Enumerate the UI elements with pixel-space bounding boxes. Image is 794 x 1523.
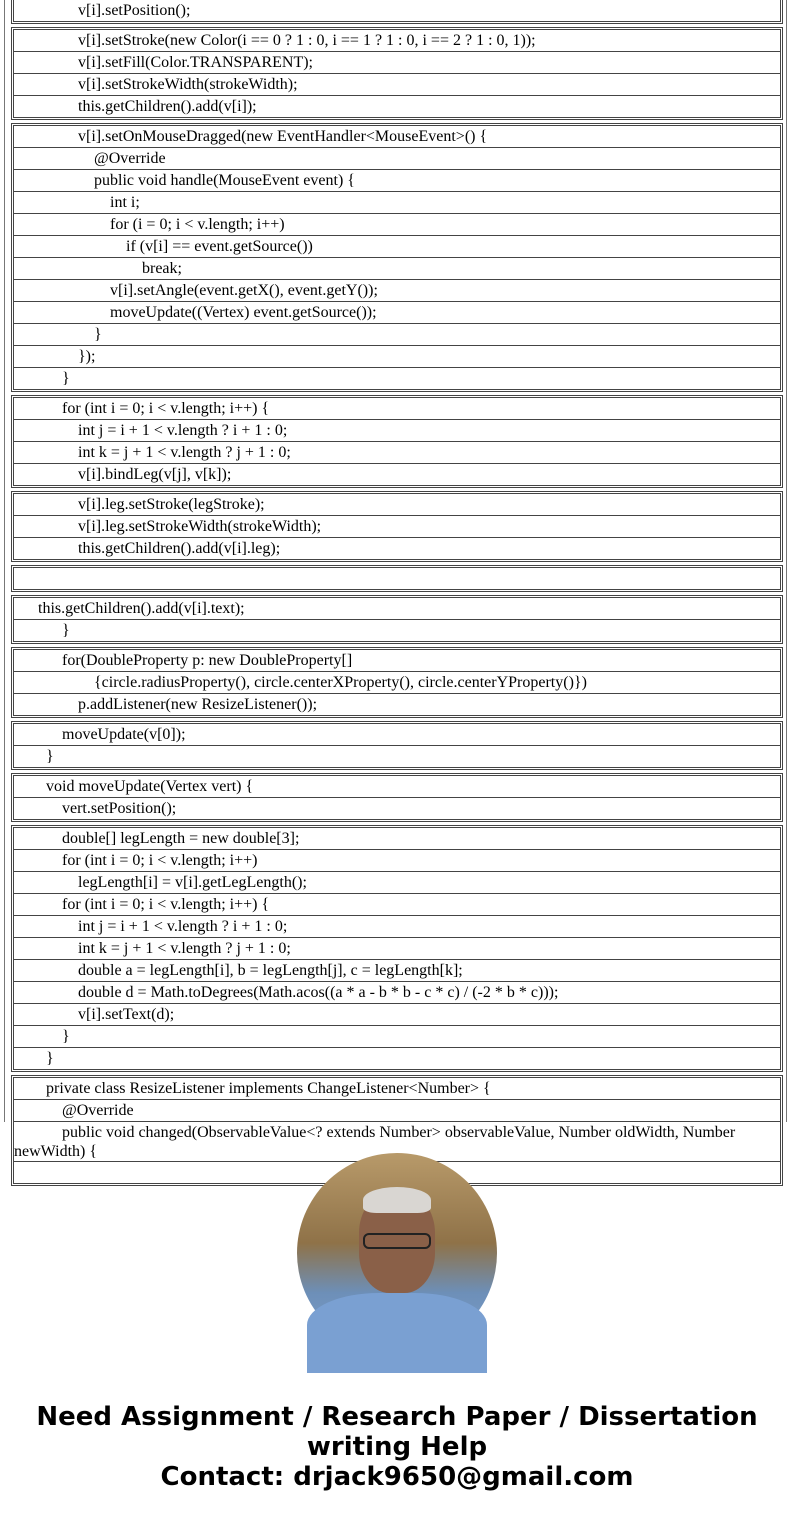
code-line (13, 567, 781, 590)
code-line: v[i].setText(d); (13, 1003, 781, 1026)
promo-contact: Contact: drjack9650@gmail.com (160, 1462, 634, 1492)
code-block (11, 395, 783, 488)
code-line: p.addListener(new ResizeListener()); (13, 693, 781, 716)
code-line: for (int i = 0; i < v.length; i++) { (13, 893, 781, 916)
code-block (11, 721, 783, 770)
code-block (11, 123, 783, 392)
code-line: break; (13, 257, 781, 280)
code-block (11, 27, 783, 120)
code-line: public void changed(ObservableValue<? extends Number> observableValue, Number oldWidth, Number newWidth) { (13, 1121, 781, 1162)
code-line: this.getChildren().add(v[i].text); (13, 597, 781, 620)
code-line: int i; (13, 191, 781, 214)
code-line: } (13, 1025, 781, 1048)
code-line: double d = Math.toDegrees(Math.acos((a * a - b * b - c * c) / (-2 * b * c))); (13, 981, 781, 1004)
code-line: for (int i = 0; i < v.length; i++) { (13, 397, 781, 420)
code-line: if (v[i] == event.getSource()) (13, 235, 781, 258)
code-line: moveUpdate((Vertex) event.getSource()); (13, 301, 781, 324)
code-line: v[i].bindLeg(v[j], v[k]); (13, 463, 781, 486)
code-line: }); (13, 345, 781, 368)
code-line: int j = i + 1 < v.length ? i + 1 : 0; (13, 419, 781, 442)
code-line: for (i = 0; i < v.length; i++) (13, 213, 781, 236)
code-block (11, 0, 783, 24)
code-line: } (13, 1047, 781, 1070)
code-table (11, 0, 783, 1189)
code-line: @Override (13, 1099, 781, 1122)
code-line: this.getChildren().add(v[i].leg); (13, 537, 781, 560)
code-line: v[i].setAngle(event.getX(), event.getY()); (13, 279, 781, 302)
code-line: } (13, 367, 781, 390)
code-line: int k = j + 1 < v.length ? j + 1 : 0; (13, 937, 781, 960)
code-document (4, 0, 787, 1160)
code-line: int k = j + 1 < v.length ? j + 1 : 0; (13, 441, 781, 464)
code-line: for(DoubleProperty p: new DoubleProperty[] (13, 649, 781, 672)
code-line: public void handle(MouseEvent event) { (13, 169, 781, 192)
code-block (11, 565, 783, 592)
code-line: } (13, 745, 781, 768)
code-line: v[i].setStrokeWidth(strokeWidth); (13, 73, 781, 96)
code-line: } (13, 619, 781, 642)
code-line: v[i].setPosition(); (13, 0, 781, 22)
code-line: @Override (13, 147, 781, 170)
code-block (11, 491, 783, 562)
promo-headline: Need Assignment / Research Paper / Dissertation writing Help (36, 1402, 758, 1462)
code-line: for (int i = 0; i < v.length; i++) (13, 849, 781, 872)
code-block (11, 595, 783, 644)
code-line: vert.setPosition(); (13, 797, 781, 820)
code-block (11, 773, 783, 822)
code-line: legLength[i] = v[i].getLegLength(); (13, 871, 781, 894)
code-line: int j = i + 1 < v.length ? i + 1 : 0; (13, 915, 781, 938)
code-line: this.getChildren().add(v[i]); (13, 95, 781, 118)
code-block (11, 647, 783, 718)
code-block (11, 825, 783, 1072)
code-line: v[i].leg.setStrokeWidth(strokeWidth); (13, 515, 781, 538)
code-line: } (13, 323, 781, 346)
code-line: private class ResizeListener implements ChangeListener<Number> { (13, 1077, 781, 1100)
code-line: double[] legLength = new double[3]; (13, 827, 781, 850)
code-line: v[i].setFill(Color.TRANSPARENT); (13, 51, 781, 74)
code-line: moveUpdate(v[0]); (13, 723, 781, 746)
code-line: {circle.radiusProperty(), circle.centerXProperty(), circle.centerYProperty()}) (13, 671, 781, 694)
code-line: void moveUpdate(Vertex vert) { (13, 775, 781, 798)
author-photo (297, 1153, 497, 1353)
code-line: v[i].setStroke(new Color(i == 0 ? 1 : 0, i == 1 ? 1 : 0, i == 2 ? 1 : 0, 1)); (13, 29, 781, 52)
promo-banner (0, 1402, 794, 1492)
code-line: v[i].leg.setStroke(legStroke); (13, 493, 781, 516)
code-line: double a = legLength[i], b = legLength[j], c = legLength[k]; (13, 959, 781, 982)
code-line: v[i].setOnMouseDragged(new EventHandler<MouseEvent>() { (13, 125, 781, 148)
